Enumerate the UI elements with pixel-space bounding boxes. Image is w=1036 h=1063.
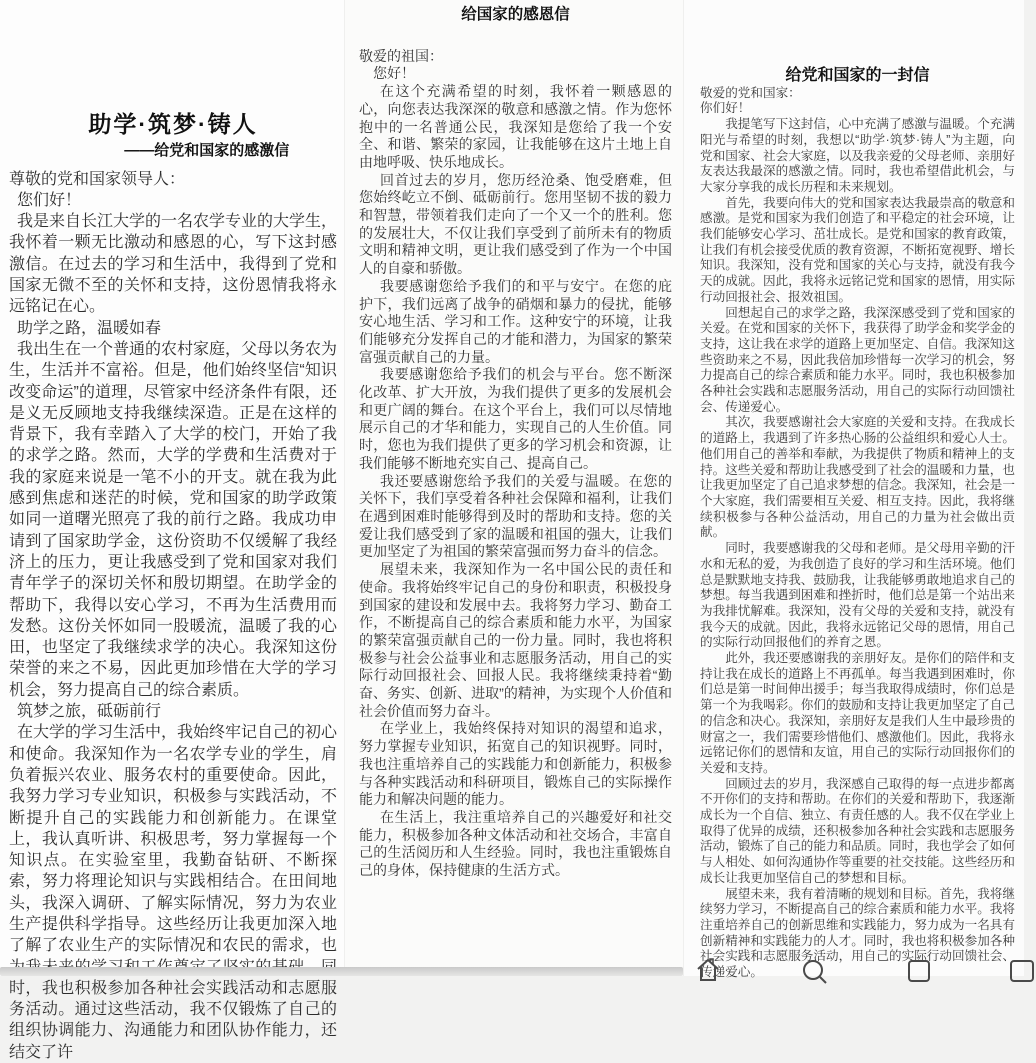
paragraph: 在大学的学习生活中，我始终牢记自己的初心和使命。我深知作为一名农学专业的学生，肩负着振兴农业、服务农村的重要使命。因此，我努力学习专业知识，积极参与实践活动，不断提升自己的实践能力和创新能力。在课堂上，我认真听讲、积极思考，努力掌握每一个知识点。在实验室里，我勤奋钻研、不断探索，努力将理论知识与实践相结合。在田间地头，我深入调研、了解实际情况，努力为农业生产提供科学指导。这些经历让我更加深入地了解了农业生产的实际情况和农民的需求，也 时，我也积极参加各种社会实践活动和志愿服务活动。通过这些活动，我不仅锻炼了自己的组织协调能力、沟通能力和团队协作能力，还结交了许 <box>9 724 338 1061</box>
paragraph: 首先，我要向伟大的党和国家表达我最崇高的敬意和感激。是党和国家为我们创造了和平稳定的社会环境，让我们能够安心学习、茁壮成长。是党和国家的教育政策，让我们有机会接受优质的教育资源，不断拓宽视野、增长知识。我深知，没有党和国家的关心与支持，就没有我今天的成就。因此，我将永远铭记党和国家的恩情，用实际行动回报社会、报效祖国。 <box>700 195 1015 304</box>
paragraph: 我出生在一个普通的农村家庭，父母以务农为生，生活并不富裕。但是，他们始终坚信“知识改变命运”的道理，尽管家中经济条件有限，还是义无反顾地支持我继续深造。正是在这样的背景下，我有幸踏入了大学的校门，开始了我的求学之路。然而，大学的学费和生活费对于我的家庭来说是一笔不小的开支。就在我为此感到焦虑和迷茫的时候，党和国家的助学政策如同一道曙光照亮了我的前行之路。我成功申请到了国家助学金，这份资助不仅缓解了我经济上的压力，更让我感受到了党和国家对我们青年学子的深切关怀和殷切期望。在助学金的帮助下，我得以安心学习，不再为生活费用而发愁。这份关怀如同一股暖流，温暖了我的心田，也坚定了我继续求学的决心。我深知这份荣誉的来之不易，因此更加珍惜在大学的学习机会，努力提高自己的综合素质。 <box>9 340 338 699</box>
letter-title-left: 助学·筑梦·铸人 <box>88 111 258 137</box>
search-icon[interactable] <box>800 956 828 984</box>
paragraph: 我是来自长江大学的一名农学专业的大学生，我怀着一颗无比激动和感恩的心，写下这封感激信。在过去的学习和生活中，我得到了党和国家无微不至的关怀和支持，这份恩情我将永远铭记在心。 <box>9 213 338 316</box>
letter-column-middle <box>344 0 683 976</box>
home-icon[interactable] <box>694 956 722 984</box>
letter-body-left <box>9 211 337 1063</box>
section-heading: 助学之路，温暖如春 <box>17 319 162 337</box>
letter-body-right <box>700 117 1015 981</box>
paragraph: 我要感谢您给予我们的机会与平台。您不断深化改革、扩大开放，为我们提供了更多的发展机会和更广阔的舞台。在这个平台上，我们可以尽情地展示自己的才华和能力，实现自己的人生价值。同时，您也为我们提供了更多的学习机会和资源，让我们能够不断地充实自己、提高自己。 <box>359 366 672 471</box>
paragraph: 我还要感谢您给予我们的关爱与温暖。在您的关怀下，我们享受着各种社会保障和福利，让我们在遇到困难时能够得到及时的帮助和支持。您的关爱让我们感受到了家的温暖和祖国的强大，让我们更加坚定了为祖国的繁荣富强而努力奋斗的信念。 <box>359 472 672 560</box>
salutation: 敬爱的党和国家： <box>700 85 801 100</box>
paragraph: 我要感谢您给予我们的和平与安宁。在您的庇护下，我们远离了战争的硝烟和暴力的侵扰，能够安心地生活、学习和工作。这种安宁的环境，让我们能够充分发挥自己的才能和潜力，为国家的繁荣富强贡献自己的力量。 <box>359 277 672 365</box>
letter-column-right <box>683 0 1024 980</box>
page-edge-strip <box>0 967 683 976</box>
paragraph: 展望未来，我深知作为一名中国公民的责任和使命。我将始终牢记自己的身份和职责，积极投身到国家的建设和发展中去。我将努力学习、勤奋工作，不断提高自己的综合素质和能力水平，为国家的繁荣富强贡献自己的一份力量。同时，我也将积极参与社会公益事业和志愿服务活动，用自己的实际行动回报社会、回报人民。我将继续秉持着“勤奋、务实、创新、进取”的精神，为实现个人价值和社会价值而努力奋斗。 <box>359 561 672 719</box>
salutation: 敬爱的祖国： <box>359 47 443 64</box>
paragraph: 回首过去的岁月，您历经沧桑、饱受磨难，但您始终屹立不倒、砥砺前行。您用坚韧不拔的毅力和智慧，带领着我们走向了一个又一个的胜利。您的发展壮大，不仅让我们享受到了前所未有的物质文明和精神文明，更让我们感受到了作为一个中国人的自豪和骄傲。 <box>359 171 672 277</box>
letter-subtitle-left: ——给党和国家的感激信 <box>124 142 290 160</box>
letter-body-middle <box>359 83 672 880</box>
greeting: 您好！ <box>373 65 415 82</box>
paragraph: 其次，我要感谢社会大家庭的关爱和支持。在我成长的道路上，我遇到了许多热心肠的公益组织和爱心人士。他们用自己的善举和奉献，为我提供了物质和精神上的支持。这些关爱和帮助让我感受到了社会的温暖和力量，也让我更加坚定了自己追求梦想的信念。我深知，社会是一个大家庭，我们需要相互关爱、相互支持。因此，我将继续积极参与各种公益活动，用自己的力量为社会做出贡献。 <box>700 415 1015 540</box>
paragraph: 在生活上，我注重培养自己的兴趣爱好和社交能力，积极参加各种文体活动和社交场合，丰富自己的生活阅历和人生经验。同时，我也注重锻炼自己的身体，保持健康的生活方式。 <box>359 808 672 879</box>
paragraph: 在这个充满希望的时刻，我怀着一颗感恩的心，向您表达我深深的敬意和感激之情。作为您怀抱中的一名普通公民，我深知是您给了我一个安全、和谐、繁荣的家园，让我能够在这片土地上自由地呼吸、快乐地成长。 <box>359 83 672 170</box>
paragraph: 我提笔写下这封信，心中充满了感激与温暖。个充满阳光与希望的时刻，我想以“助学·筑梦·铸人”为主题，向党和国家、社会大家庭，以及我亲爱的父母老师、亲朋好友表达我最深的感激之情。同时，我也希望借此机会，与大家分享我的成长历程和未来规划。 <box>700 117 1015 194</box>
letter-column-left <box>0 0 344 1061</box>
paragraph: 同时，我要感谢我的父母和老师。是父母用辛勤的汗水和无私的爱，为我创造了良好的学习和生活环境。他们总是默默地支持我、鼓励我，让我能够勇敢地追求自己的梦想。每当我遇到困难和挫折时，他们总是第一个站出来为我排忧解难。我深知，没有父母的关爱和支持，就没有我今天的成就。因此，我将永远铭记父母的恩情，用自己的实际行动回报他们的养育之恩。 <box>700 541 1015 650</box>
letter-title-middle: 给国家的感恩信 <box>461 6 570 23</box>
window-icon[interactable] <box>905 956 933 984</box>
salutation: 尊敬的党和国家领导人： <box>9 170 186 188</box>
greeting: 你们好！ <box>700 101 751 116</box>
paragraph: 回想起自己的求学之路，我深深感受到了党和国家的关爱。在党和国家的关怀下，我获得了助学金和奖学金的支持，这让我在求学的道路上更加坚定、自信。我深知这些资助来之不易，因此我倍加珍惜每一次学习的机会，努力提高自己的综合素质和能力水平。同时，我也积极参加各种社会实践和志愿服务活动，用自己的实际行动回馈社会、传递爱心。 <box>700 305 1015 414</box>
letter-title-right: 给党和国家的一封信 <box>785 67 930 84</box>
paragraph: 在学业上，我始终保持对知识的渴望和追求，努力掌握专业知识，拓宽自己的知识视野。同时，我也注重培养自己的实践能力和创新能力，积极参与各种实践活动和科研项目，锻炼自己的实际操作能力和解决问题的能力。 <box>359 720 672 808</box>
paragraph: 回顾过去的岁月，我深感自己取得的每一点进步都离不开你们的支持和帮助。在你们的关爱和帮助下，我逐渐成长为一个自信、独立、有责任感的人。我不仅在学业上取得了优异的成绩，还积极参加各种社会实践和志愿服务活动，锻炼了自己的能力和品质。同时，我也学会了如何与人相处、如何沟通协作等重要的社交技能。这些经历和成长让我更加坚信自己的梦想和目标。 <box>700 776 1015 885</box>
section-heading: 筑梦之旅，砥砺前行 <box>17 703 162 721</box>
paragraph: 展望未来，我有着清晰的规划和目标。首先，我将继续努力学习，不断提高自己的综合素质和能力水平。我将注重培养自己的创新思维和实践能力，努力成为一名具有创新精神和实践能力的人才。同时，我也将积极参加各种社会实践和志愿服务活动，用自己的实际行动回馈社会、传递爱心。 <box>700 886 1015 980</box>
paragraph: 此外，我还要感谢我的亲朋好友。是你们的陪伴和支持让我在成长的道路上不再孤单。每当我遇到困难时，你们总是第一时间伸出援手；每当我取得成绩时，你们总是第一个为我喝彩。你们的鼓励和支持让我更加坚定了自己的信念和决心。我深知，亲朋好友是我们人生中最珍贵的财富之一，我们需要珍惜他们、感激他们。因此，我将永远铭记你们的恩情和友谊，用自己的实际行动回报你们的关爱和支持。 <box>700 651 1015 775</box>
window-partial-icon[interactable] <box>1008 956 1036 984</box>
greeting: 您们好！ <box>17 191 82 209</box>
